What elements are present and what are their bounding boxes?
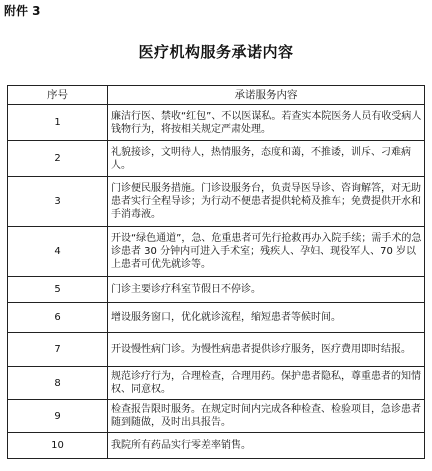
row-number: 9 [8,400,108,433]
row-number: 8 [8,367,108,400]
row-content: 开设“绿色通道”，急、危重患者可先行抢救再办入院手续；需手术的急诊患者 30 分钟内可进入手术室；残疾人、孕妇、现役军人、70 岁以上患者可优先就诊等。 [108,227,425,277]
table-row [8,105,425,141]
row-number: 2 [8,141,108,177]
header-content: 承诺服务内容 [108,86,425,105]
row-content: 廉洁行医、禁收“红包”、不以医谋私。若查实本院医务人员有收受病人钱物行为，将按相关规定严肃处理。 [108,105,425,141]
table-row [8,177,425,227]
service-commitment-table [7,85,425,459]
header-number: 序号 [8,86,108,105]
table-row [8,277,425,303]
row-content: 门诊主要诊疗科室节假日不停诊。 [108,277,425,303]
row-content: 礼貌接诊，文明待人，热情服务，态度和蔼，不推诿，训斥、刁难病人。 [108,141,425,177]
row-number: 10 [8,433,108,459]
row-content: 我院所有药品实行零差率销售。 [108,433,425,459]
table-row [8,400,425,433]
row-content: 规范诊疗行为，合理检查，合理用药。保护患者隐私，尊重患者的知情权、同意权。 [108,367,425,400]
row-number: 7 [8,333,108,367]
row-content: 门诊便民服务措施。门诊设服务台，负责导医导诊、咨询解答，对无助患者实行全程导诊；为行动不便患者提供轮椅及推车；免费提供开水和手消毒液。 [108,177,425,227]
table-row [8,367,425,400]
attachment-label: 附件 3 [4,4,41,18]
row-number: 6 [8,303,108,333]
row-number: 3 [8,177,108,227]
table-header-row [8,86,425,105]
row-content: 增设服务窗口，优化就诊流程，缩短患者等候时间。 [108,303,425,333]
table-row [8,141,425,177]
row-number: 1 [8,105,108,141]
table-row [8,433,425,459]
table-row [8,303,425,333]
row-number: 4 [8,227,108,277]
row-number: 5 [8,277,108,303]
page-title: 医疗机构服务承诺内容 [138,43,294,61]
row-content: 开设慢性病门诊。为慢性病患者提供诊疗服务，医疗费用即时结报。 [108,333,425,367]
table-row [8,227,425,277]
table-row [8,333,425,367]
row-content: 检查报告限时服务。在规定时间内完成各种检查、检验项目，急诊患者随到随做，及时出具报告。 [108,400,425,433]
